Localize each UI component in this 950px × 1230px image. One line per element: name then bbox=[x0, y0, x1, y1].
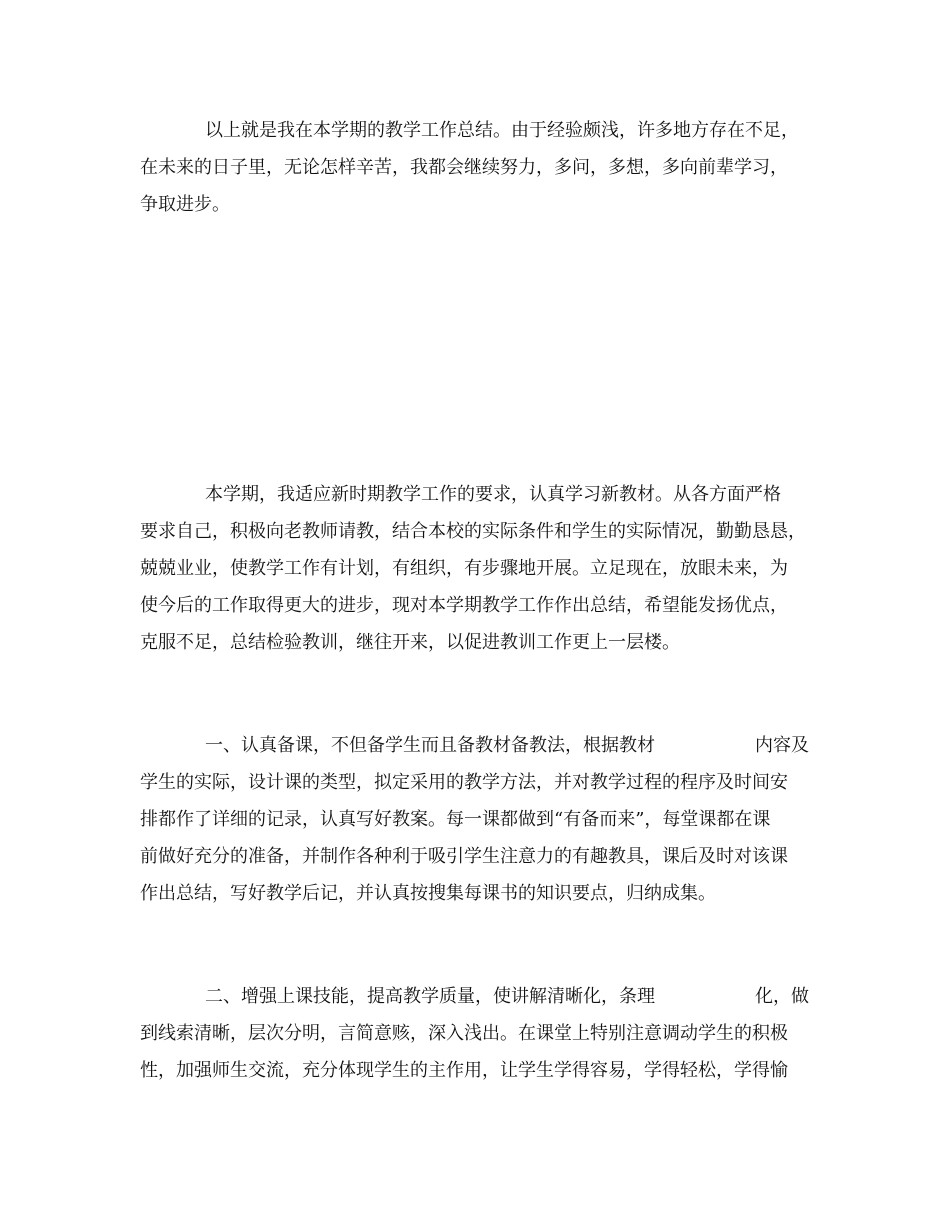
paragraph-3-line-5: 作出总结，写好教学后记，并认真按搜集每课书的知识要点，归纳成集。 bbox=[140, 883, 716, 904]
paragraph-2-line-4: 使今后的工作取得更大的进步，现对本学期教学工作作出总结，希望能发扬优点， bbox=[140, 595, 788, 616]
paragraph-4-line-1: 二、增强上课技能，提高教学质量，使讲解清晰化，条理 bbox=[205, 986, 655, 1007]
paragraph-3-line-3: 排都作了详细的记录，认真写好教案。每一课都做到“有备而来”，每堂课都在课 bbox=[140, 809, 771, 830]
paragraph-3-line-4: 前做好充分的准备，并制作各种利于吸引学生注意力的有趣教具，课后及时对该课 bbox=[140, 846, 788, 867]
paragraph-4-line-1-trailing: 化，做 bbox=[755, 986, 809, 1007]
paragraph-1-line-1: 以上就是我在本学期的教学工作总结。由于经验颇浅，许多地方存在不足， bbox=[205, 120, 799, 141]
paragraph-2-line-5: 克服不足，总结检验教训，继往开来，以促进教训工作更上一层楼。 bbox=[140, 632, 680, 653]
paragraph-2-line-3: 兢兢业业，使教学工作有计划，有组织，有步骤地开展。立足现在，放眼未来，为 bbox=[140, 558, 788, 579]
paragraph-1-line-3: 争取进步。 bbox=[140, 194, 230, 215]
paragraph-2-line-1: 本学期，我适应新时期教学工作的要求，认真学习新教材。从各方面严格 bbox=[205, 484, 781, 505]
paragraph-3-line-2: 学生的实际，设计课的类型，拟定采用的教学方法，并对教学过程的程序及时间安 bbox=[140, 772, 788, 793]
paragraph-3-line-1: 一、认真备课，不但备学生而且备教材备教法，根据教材 bbox=[205, 735, 655, 756]
paragraph-2-line-2: 要求自己，积极向老教师请教，结合本校的实际条件和学生的实际情况，勤勤恳恳， bbox=[140, 521, 806, 542]
paragraph-4-line-2: 到线索清晰，层次分明，言简意赅，深入浅出。在课堂上特别注意调动学生的积极 bbox=[140, 1023, 788, 1044]
paragraph-3-line-1-trailing: 内容及 bbox=[755, 735, 809, 756]
paragraph-1-line-2: 在未来的日子里，无论怎样辛苦，我都会继续努力，多问，多想，多向前辈学习， bbox=[140, 157, 788, 178]
paragraph-4-line-3: 性，加强师生交流，充分体现学生的主作用，让学生学得容易，学得轻松，学得愉 bbox=[140, 1060, 788, 1081]
